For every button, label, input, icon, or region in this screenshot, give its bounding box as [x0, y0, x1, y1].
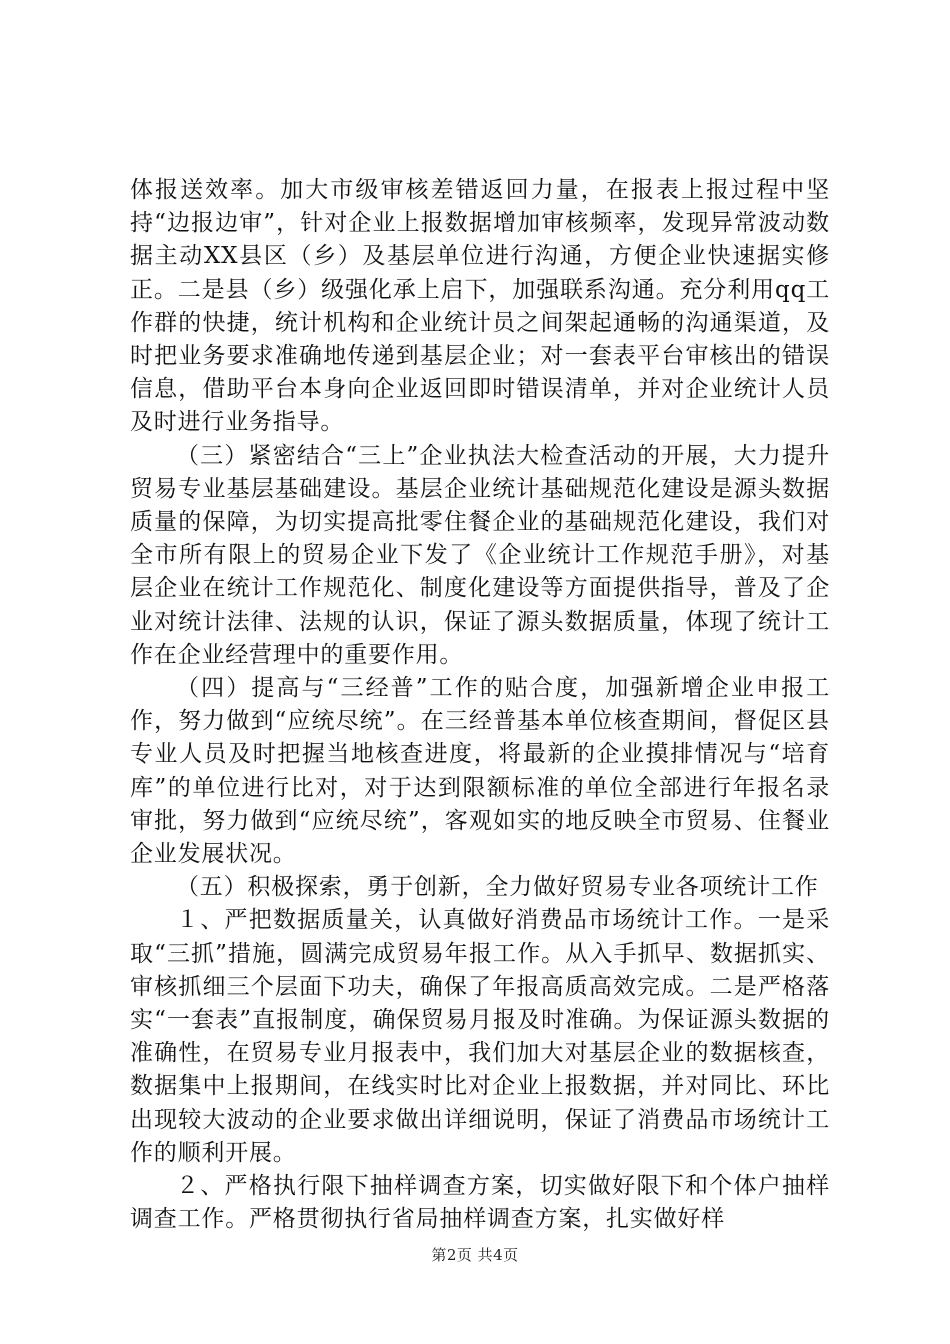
page-number-footer: 第2页 共4页: [431, 1246, 519, 1264]
document-body: [130, 174, 830, 1237]
paragraph-continuation: 体报送效率。加大市级审核差错返回力量，在报表上报过程中坚持“边报边审”，针对企业上报数据增加审核频率，发现异常波动数据主动XX县区（乡）及基层单位进行沟通，方便企业快速据实修正。二是县（乡）级强化承上启下，加强联系沟通。充分利用qq工作群的快捷，统计机构和企业统计员之间架起通畅的沟通渠道，及时把业务要求准确地传递到基层企业；对一套表平台审核出的错误信息，借助平台本身向企业返回即时错误清单，并对企业统计人员及时进行业务指导。: [130, 177, 830, 436]
paragraph-item-2: ２、严格执行限下抽样调查方案，切实做好限下和个体户抽样调查工作。严格贯彻执行省局抽样调查方案，扎实做好样: [130, 1173, 830, 1233]
paragraph-section-3: （三）紧密结合“三上”企业执法大检查活动的开展，大力提升贸易专业基层基础建设。基层企业统计基础规范化建设是源头数据质量的保障，为切实提高批零住餐企业的基础规范化建设，我们对全市所有限上的贸易企业下发了《企业统计工作规范手册》，对基层企业在统计工作规范化、制度化建设等方面提供指导，普及了企业对统计法律、法规的认识，保证了源头数据质量，体现了统计工作在企业经营理中的重要作用。: [130, 442, 830, 668]
paragraph-section-4: （四）提高与“三经普”工作的贴合度，加强新增企业申报工作，努力做到“应统尽统”。在三经普基本单位核查期间，督促区县专业人员及时把握当地核查进度，将最新的企业摸排情况与“培育库”的单位进行比对，对于达到限额标准的单位全部进行年报名录审批，努力做到“应统尽统”，客观如实的地反映全市贸易、住餐业企业发展状况。: [130, 675, 830, 868]
paragraph-section-5-heading: （五）积极探索，勇于创新，全力做好贸易专业各项统计工作: [176, 874, 819, 901]
paragraph-item-1: １、严把数据质量关，认真做好消费品市场统计工作。一是采取“三抓”措施，圆满完成贸易年报工作。从入手抓早、数据抓实、审核抓细三个层面下功夫，确保了年报高质高效完成。二是严格落实“一套表”直报制度，确保贸易月报及时准确。为保证源头数据的准确性，在贸易专业月报表中，我们加大对基层企业的数据核查，数据集中上报期间，在线实时比对企业上报数据，并对同比、环比出现较大波动的企业要求做出详细说明，保证了消费品市场统计工作的顺利开展。: [130, 907, 830, 1166]
